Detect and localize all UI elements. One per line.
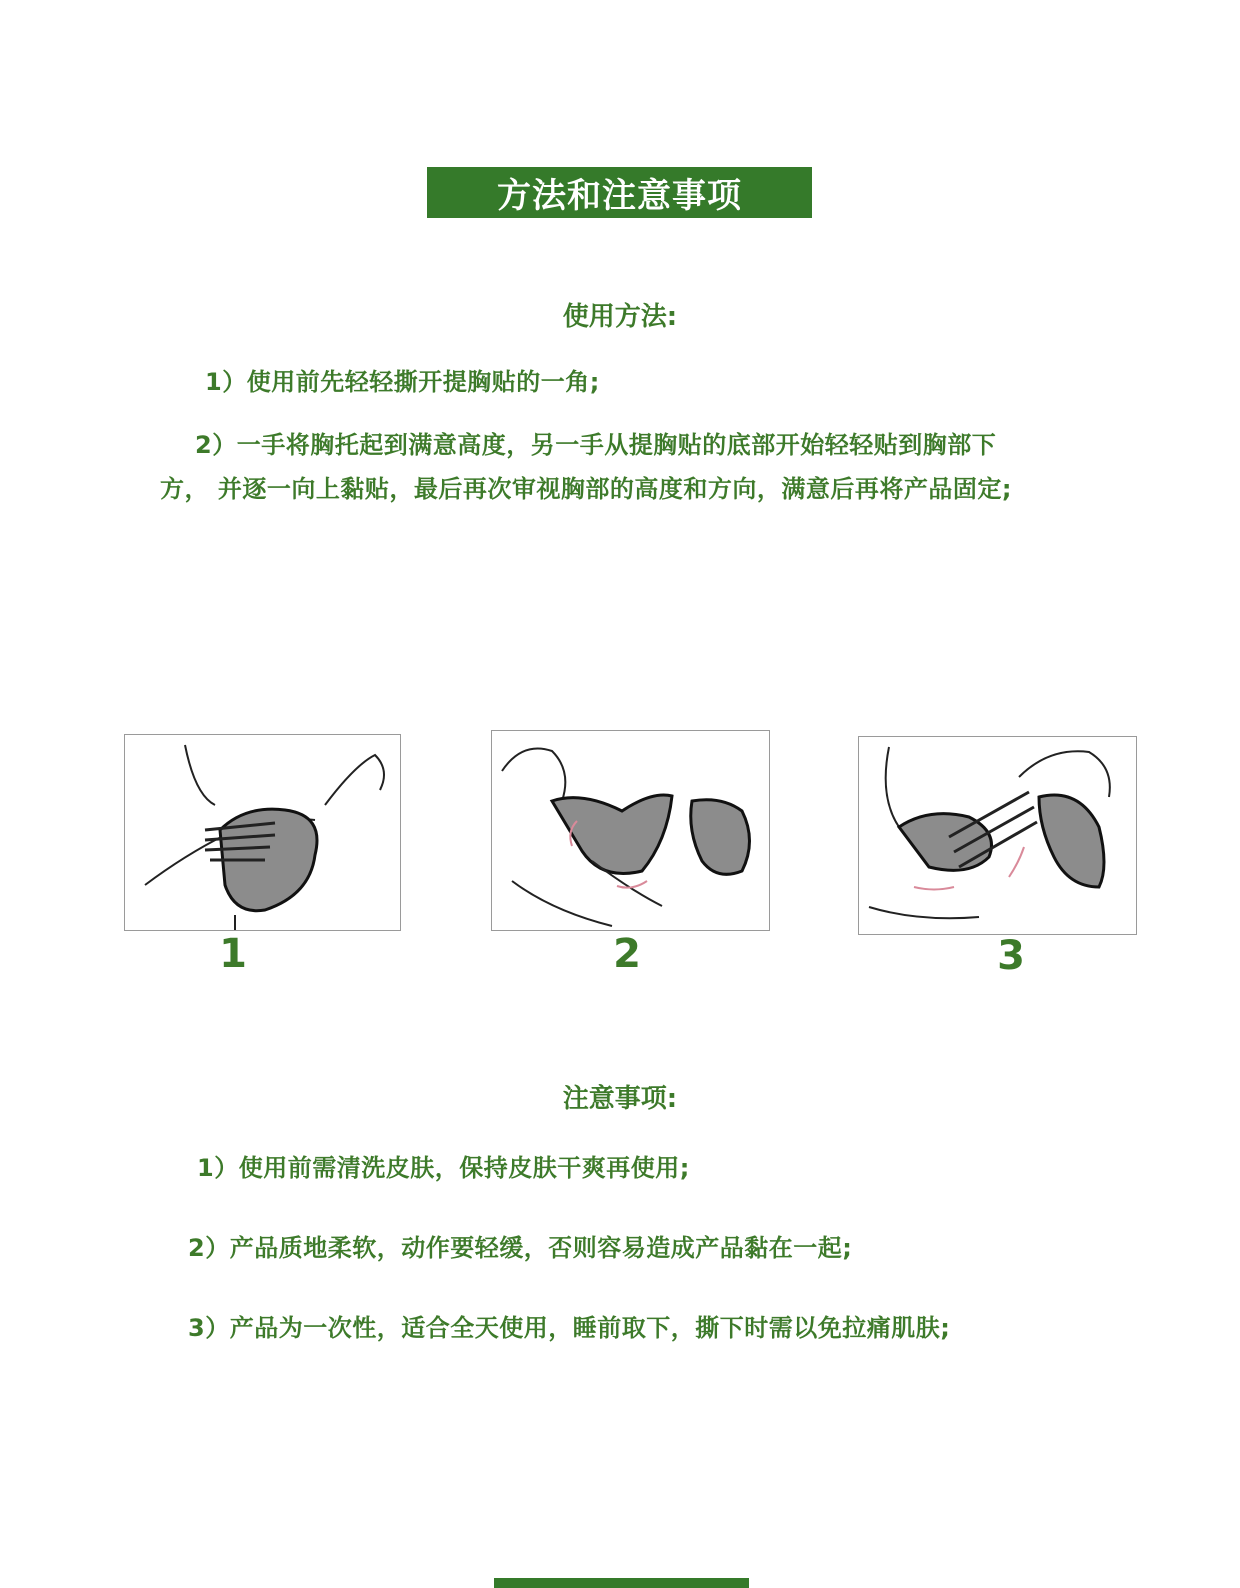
step-2-number: 2: [613, 931, 641, 977]
note-item-1: 1）使用前需清洗皮肤，保持皮肤干爽再使用;: [197, 1154, 690, 1182]
step-3-number: 3: [997, 933, 1025, 979]
note-item-3: 3）产品为一次性，适合全天使用，睡前取下，撕下时需以免拉痛肌肤;: [188, 1314, 951, 1342]
notes-heading: 注意事项:: [562, 1084, 678, 1114]
apply-patch-illustration-icon: [125, 735, 400, 930]
usage-step-2-line-2: 方， 并逐一向上黏贴，最后再次审视胸部的高度和方向，满意后再将产品固定;: [160, 475, 1012, 503]
next-section-banner: [494, 1578, 749, 1588]
step-1-number: 1: [219, 931, 247, 977]
usage-heading: 使用方法:: [562, 302, 678, 332]
step-3-illustration: [858, 736, 1137, 935]
section-title: 方法和注意事项: [497, 176, 742, 216]
step-2-illustration: [491, 730, 770, 931]
press-upward-illustration-icon: [859, 737, 1136, 934]
lift-press-illustration-icon: [492, 731, 769, 930]
section-title-banner: [427, 167, 812, 218]
usage-step-2-line-1: 2）一手将胸托起到满意高度，另一手从提胸贴的底部开始轻轻贴到胸部下: [195, 431, 997, 459]
usage-step-1: 1）使用前先轻轻撕开提胸贴的一角;: [205, 368, 600, 396]
step-1-illustration: [124, 734, 401, 931]
note-item-2: 2）产品质地柔软，动作要轻缓，否则容易造成产品黏在一起;: [188, 1234, 853, 1262]
